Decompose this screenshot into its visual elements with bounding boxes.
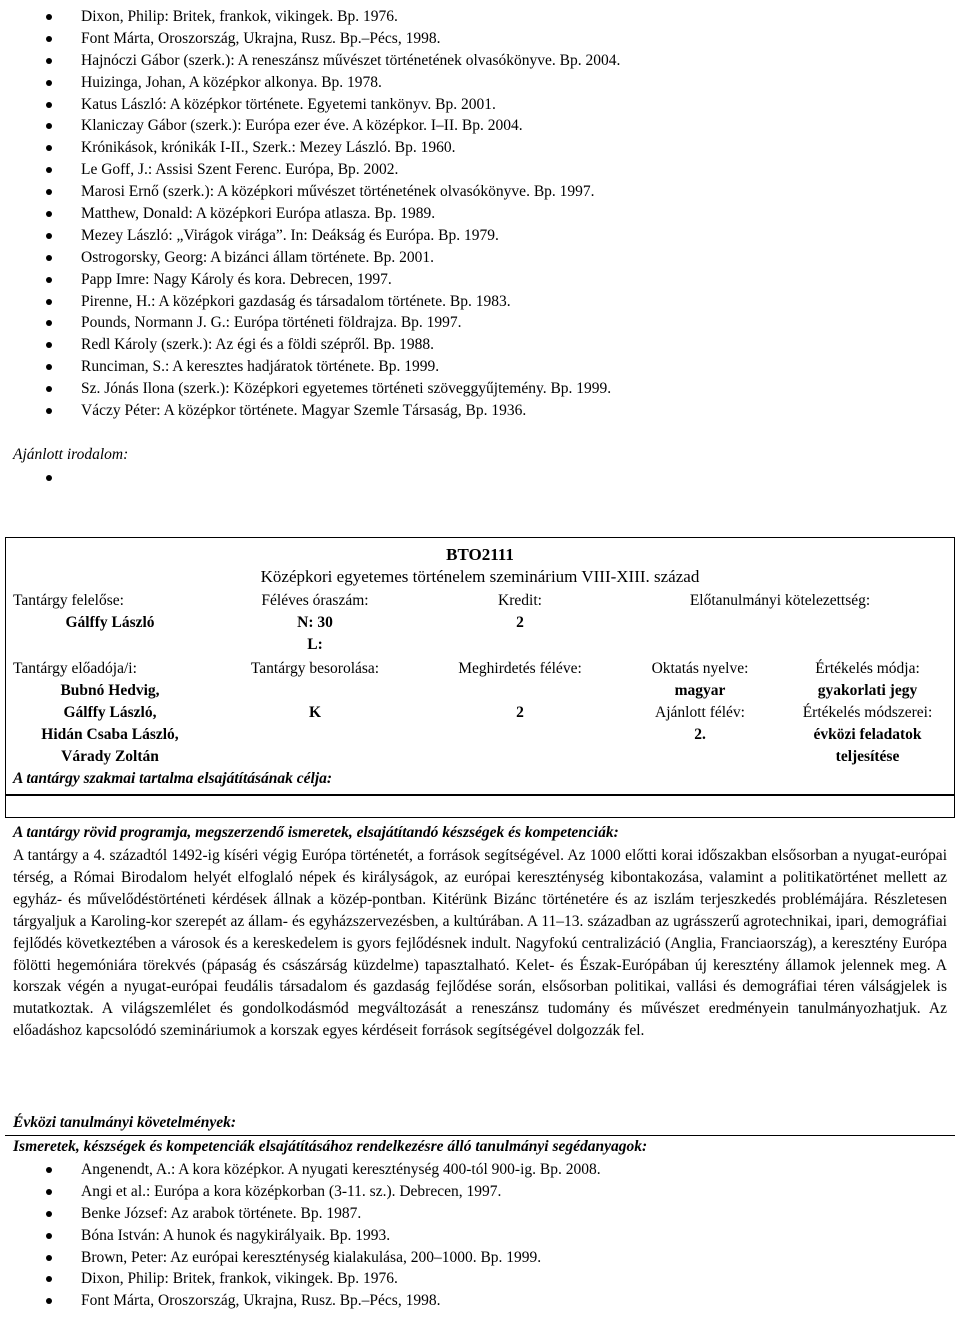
list-item: Dixon, Philip: Britek, frankok, vikingek. Bp. 1976. [0, 1268, 960, 1290]
list-item: Hajnóczi Gábor (szerk.): A reneszánsz művészet történetének olvasókönyve. Bp. 2004. [0, 50, 960, 72]
resources-heading: Ismeretek, készségek és kompetenciák elsajátításához rendelkezésre álló tanulmányi segédanyagok: [13, 1138, 648, 1155]
lecturer-name: Várady Zoltán [61, 748, 159, 765]
list-item: Le Goff, J.: Assisi Szent Ferenc. Európa, Bp. 2002. [0, 159, 960, 181]
list-item [0, 467, 960, 489]
list-item: Benke József: Az arabok története. Bp. 1987. [0, 1203, 960, 1225]
list-item: Pirenne, H.: A középkori gazdaság és társadalom története. Bp. 1983. [0, 291, 960, 313]
recommended-semester-value: 2. [694, 726, 706, 743]
list-item: Huizinga, Johan, A középkor alkonya. Bp. 1978. [0, 72, 960, 94]
list-item: Dixon, Philip: Britek, frankok, vikingek. Bp. 1976. [0, 6, 960, 28]
list-item: Papp Imre: Nagy Károly és kora. Debrecen, 1997. [0, 269, 960, 291]
responsible-name: Gálffy László [65, 614, 155, 631]
lecturer-name: Gálffy László, [63, 704, 157, 721]
credit-label: Kredit: [498, 592, 542, 609]
eval-label: Értékelés módja: [815, 660, 920, 677]
list-item: Redl Károly (szerk.): Az égi és a földi szépről. Bp. 1988. [0, 334, 960, 356]
list-item: Runciman, S.: A keresztes hadjáratok története. Bp. 1999. [0, 356, 960, 378]
list-item: Krónikások, krónikák I-II., Szerk.: Mezey László. Bp. 1960. [0, 137, 960, 159]
list-item: Sz. Jónás Ilona (szerk.): Középkori egyetemes történeti szöveggyűjtemény. Bp. 1999. [0, 378, 960, 400]
eval-method-value: évközi feladatok [813, 726, 922, 743]
eval-method-value: teljesítése [835, 748, 900, 765]
list-item: Bóna István: A hunok és nagykirályaik. Bp. 1993. [0, 1225, 960, 1247]
list-item: Angenendt, A.: A kora középkor. A nyugati kereszténység 400-tól 900-ig. Bp. 2008. [0, 1159, 960, 1181]
recommended-list [0, 467, 960, 489]
list-item: Font Márta, Oroszország, Ukrajna, Rusz. Bp.–Pécs, 1998. [0, 1290, 960, 1312]
midterm-heading: Évközi tanulmányi követelmények: [13, 1114, 237, 1131]
hours-n: N: 30 [297, 614, 333, 631]
lecturer-name: Hidán Csaba László, [41, 726, 179, 743]
list-item: Váczy Péter: A középkor története. Magyar Szemle Társaság, Bp. 1936. [0, 400, 960, 422]
goal-heading: A tantárgy szakmai tartalma elsajátításának célja: [13, 770, 333, 787]
recommended-heading: Ajánlott irodalom: [13, 446, 129, 463]
lecturers-label: Tantárgy előadója/i: [13, 660, 137, 677]
goal-box [5, 795, 955, 818]
list-item: Marosi Ernő (szerk.): A középkori művészet történetének olvasókönyve. Bp. 1997. [0, 181, 960, 203]
list-item: Brown, Peter: Az európai kereszténység kialakulása, 200–1000. Bp. 1999. [0, 1247, 960, 1269]
type-label: Tantárgy besorolása: [250, 660, 380, 677]
list-item: Klaniczay Gábor (szerk.): Európa ezer éve. A középkor. I–II. Bp. 2004. [0, 115, 960, 137]
eval-value: gyakorlati jegy [817, 682, 918, 699]
prereq-label: Előtanulmányi kötelezettség: [689, 592, 871, 609]
language-label: Oktatás nyelve: [651, 660, 749, 677]
list-item: Pounds, Normann J. G.: Európa történeti földrajza. Bp. 1997. [0, 312, 960, 334]
list-item: Angi et al.: Európa a kora középkorban (3-11. sz.). Debrecen, 1997. [0, 1181, 960, 1203]
list-item: Matthew, Donald: A középkori Európa atlasza. Bp. 1989. [0, 203, 960, 225]
course-title: Középkori egyetemes történelem szeminárium VIII-XIII. század [260, 567, 700, 586]
responsible-label: Tantárgy felelőse: [13, 592, 124, 609]
program-heading: A tantárgy rövid programja, megszerzendő ismeretek, elsajátítandó készségek és kompetenciák: [13, 824, 619, 841]
bibliography-list-bottom [0, 1159, 960, 1312]
recommended-semester-label: Ajánlott félév: [655, 704, 745, 721]
list-item: Katus László: A középkor története. Egyetemi tankönyv. Bp. 2001. [0, 94, 960, 116]
list-item: Ostrogorsky, Georg: A bizánci állam története. Bp. 2001. [0, 247, 960, 269]
hours-l: L: [307, 636, 323, 653]
semester-label: Meghirdetés féléve: [458, 660, 582, 677]
type-value: K [308, 704, 322, 721]
credit-value: 2 [516, 614, 524, 631]
language-value: magyar [674, 682, 726, 699]
hours-label: Féléves óraszám: [261, 592, 369, 609]
list-item: Mezey László: „Virágok virága”. In: Deákság és Európa. Bp. 1979. [0, 225, 960, 247]
program-text: A tantárgy a 4. századtól 1492-ig kíséri végig Európa történetét, a források segítségével. Az 1000 előtti korai időszakban elsősorban a nyugat-európai térség, a Római Birodalom helyét elfoglaló népek és királyságok, az európai kereszténység kibontakozása, valamint a politikatörténet mellett az egyház- és művelődéstörténeti kérdések állnak a közép-pontban. Kitérünk Bizánc történetére és az iszlám terjeszkedés problémájára. Részletesen tárgyaljuk a Karoling-kor szerepét az állam- és egyházszervezésben, a kultúrában. A 11–13. században az ugrásszerű agrotechnikai, ipari, demográfiai fejlődés következtében a városok és a kereskedelem is gyors fejlődésnek indult. Nagyfokú centralizáció (Anglia, Franciaország), a keresztény Európa fölötti hegemóniára törekvés (pápaság és császárság küzdelme) tapasztalható. Kelet- és Észak-Európában új keresztény államok jelennek meg. A korszak végén a nyugat-európai feudális társadalom és gazdaság fejlődése során, elsősorban politikai, vallási és demográfiai téren válságjelek is mutatkoztak. A világszemlélet és gondolkodásmód megváltozását a reneszánsz tudomány és művészet eredményein tanulmányozhatjuk. Az előadáshoz kapcsolódó szemináriumok a korszak egyes kérdéseit források segítségével dolgozzák fel. [13, 847, 947, 1040]
bibliography-list-top [0, 6, 960, 422]
lecturer-name: Bubnó Hedvig, [60, 682, 160, 699]
semester-value: 2 [516, 704, 524, 721]
course-code: BTO2111 [446, 545, 514, 564]
list-item: Font Márta, Oroszország, Ukrajna, Rusz. Bp.–Pécs, 1998. [0, 28, 960, 50]
eval-method-label: Értékelés módszerei: [802, 704, 933, 721]
